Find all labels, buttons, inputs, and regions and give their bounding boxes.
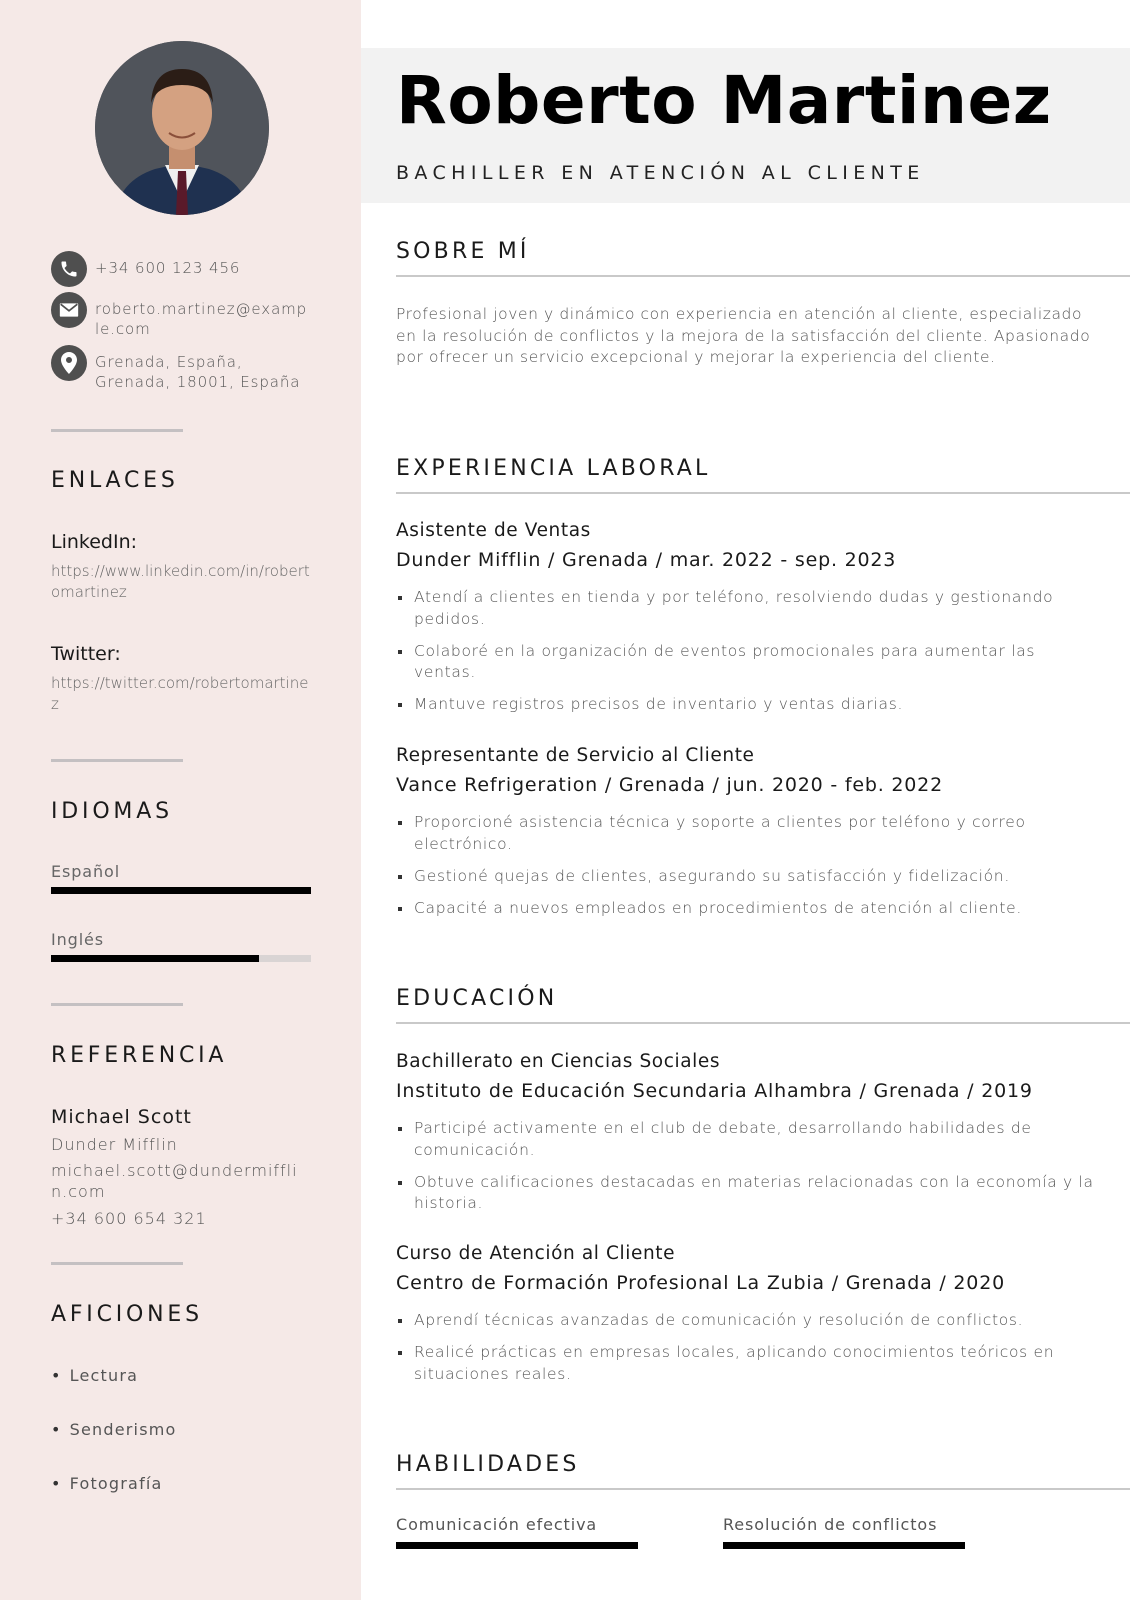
education-details: Centro de Formación Profesional La Zubia / Grenada / 2020: [396, 1272, 1005, 1294]
bullet-item: Mantuve registros precisos de inventario y ventas diarias.: [396, 694, 1096, 716]
skill-label: Comunicación efectiva: [396, 1515, 598, 1534]
bullet-item: Proporcioné asistencia técnica y soporte a clientes por teléfono y correo electrónico.: [396, 812, 1096, 855]
profile-photo: [95, 41, 269, 215]
language-level-bar: [51, 955, 311, 962]
sidebar: [0, 0, 361, 1600]
linkedin-link[interactable]: https://www.linkedin.com/in/robertomartinez: [51, 562, 310, 601]
bullet-item: Gestioné quejas de clientes, asegurando su satisfacción y fidelización.: [396, 866, 1096, 888]
skill-level-bar: [396, 1542, 638, 1549]
divider: [51, 429, 183, 432]
education-bullets: [396, 1310, 1096, 1396]
reference-heading: REFERENCIA: [51, 1043, 228, 1068]
divider: [51, 1003, 183, 1006]
bullet-item: Colaboré en la organización de eventos promocionales para aumentar las ventas.: [396, 641, 1096, 684]
section-rule: [396, 275, 1130, 277]
education-details: Instituto de Educación Secundaria Alhambra / Grenada / 2019: [396, 1080, 1033, 1102]
language-level-fill: [51, 887, 311, 894]
candidate-name: Roberto Martinez: [396, 62, 1052, 139]
languages-heading: IDIOMAS: [51, 799, 173, 824]
language-label: Inglés: [51, 930, 105, 949]
avatar: [95, 41, 269, 215]
job-details: Dunder Mifflin / Grenada / mar. 2022 - sep. 2023: [396, 549, 897, 571]
contact-address: [51, 345, 305, 392]
education-title: Curso de Atención al Cliente: [396, 1243, 676, 1264]
linkedin-label: LinkedIn:: [51, 531, 138, 553]
skill-level-bar: [723, 1542, 965, 1549]
section-rule: [396, 492, 1130, 494]
address-text: Grenada, España, Grenada, 18001, España: [95, 353, 301, 391]
divider: [51, 1262, 183, 1265]
hobby-item: • Senderismo: [51, 1420, 177, 1439]
bullet-item: Atendí a clientes en tienda y por teléfono, resolviendo dudas y gestionando pedidos.: [396, 587, 1096, 630]
contact-email: [51, 292, 310, 339]
bullet-item: Participé activamente en el club de debate, desarrollando habilidades de comunicación.: [396, 1118, 1096, 1161]
section-rule: [396, 1488, 1130, 1490]
bullet-item: Realicé prácticas en empresas locales, aplicando conocimientos teóricos en situaciones reales.: [396, 1342, 1096, 1385]
job-title: Representante de Servicio al Cliente: [396, 745, 755, 766]
reference-name: Michael Scott: [51, 1106, 192, 1128]
links-heading: ENLACES: [51, 468, 179, 493]
twitter-link[interactable]: https://twitter.com/robertomartinez: [51, 674, 309, 713]
education-heading: EDUCACIÓN: [396, 986, 558, 1011]
hobbies-heading: AFICIONES: [51, 1302, 203, 1327]
skill-level-fill: [396, 1542, 638, 1549]
job-title: Asistente de Ventas: [396, 520, 591, 541]
hobby-item: • Lectura: [51, 1366, 138, 1385]
email-text[interactable]: roberto.martinez@example.com: [95, 300, 308, 338]
bullet-item: Obtuve calificaciones destacadas en materias relacionadas con la economía y la historia.: [396, 1172, 1096, 1215]
experience-heading: EXPERIENCIA LABORAL: [396, 456, 711, 481]
skill-level-fill: [723, 1542, 965, 1549]
reference-phone: +34 600 654 321: [51, 1209, 207, 1228]
location-icon: [51, 345, 87, 381]
phone-text: +34 600 123 456: [95, 259, 241, 277]
bullet-item: Aprendí técnicas avanzadas de comunicación y resolución de conflictos.: [396, 1310, 1096, 1332]
reference-company: Dunder Mifflin: [51, 1135, 178, 1154]
skills-heading: HABILIDADES: [396, 1452, 580, 1477]
language-level-fill: [51, 955, 259, 962]
mail-icon: [51, 292, 87, 328]
education-bullets: [396, 1118, 1096, 1225]
language-level-bar: [51, 887, 311, 894]
job-bullets: [396, 812, 1096, 930]
contact-phone: [51, 251, 310, 287]
skill-label: Resolución de conflictos: [723, 1515, 938, 1534]
education-title: Bachillerato en Ciencias Sociales: [396, 1051, 721, 1072]
section-rule: [396, 1022, 1130, 1024]
reference-email[interactable]: michael.scott@dundermifflin.com: [51, 1161, 298, 1201]
bullet-item: Capacité a nuevos empleados en procedimientos de atención al cliente.: [396, 898, 1096, 920]
phone-icon: [51, 251, 87, 287]
hobby-item: • Fotografía: [51, 1474, 163, 1493]
about-heading: SOBRE MÍ: [396, 239, 530, 264]
candidate-title: BACHILLER EN ATENCIÓN AL CLIENTE: [396, 162, 925, 184]
job-details: Vance Refrigeration / Grenada / jun. 2020 - feb. 2022: [396, 774, 943, 796]
language-label: Español: [51, 862, 121, 881]
divider: [51, 759, 183, 762]
about-text: Profesional joven y dinámico con experiencia en atención al cliente, especializado en la resolución de conflictos y la mejora de la satisfacción del cliente. Apasionado por ofrecer un servicio excepcional y mejorar la experiencia del cliente.: [396, 305, 1091, 366]
twitter-label: Twitter:: [51, 643, 121, 665]
job-bullets: [396, 587, 1096, 726]
